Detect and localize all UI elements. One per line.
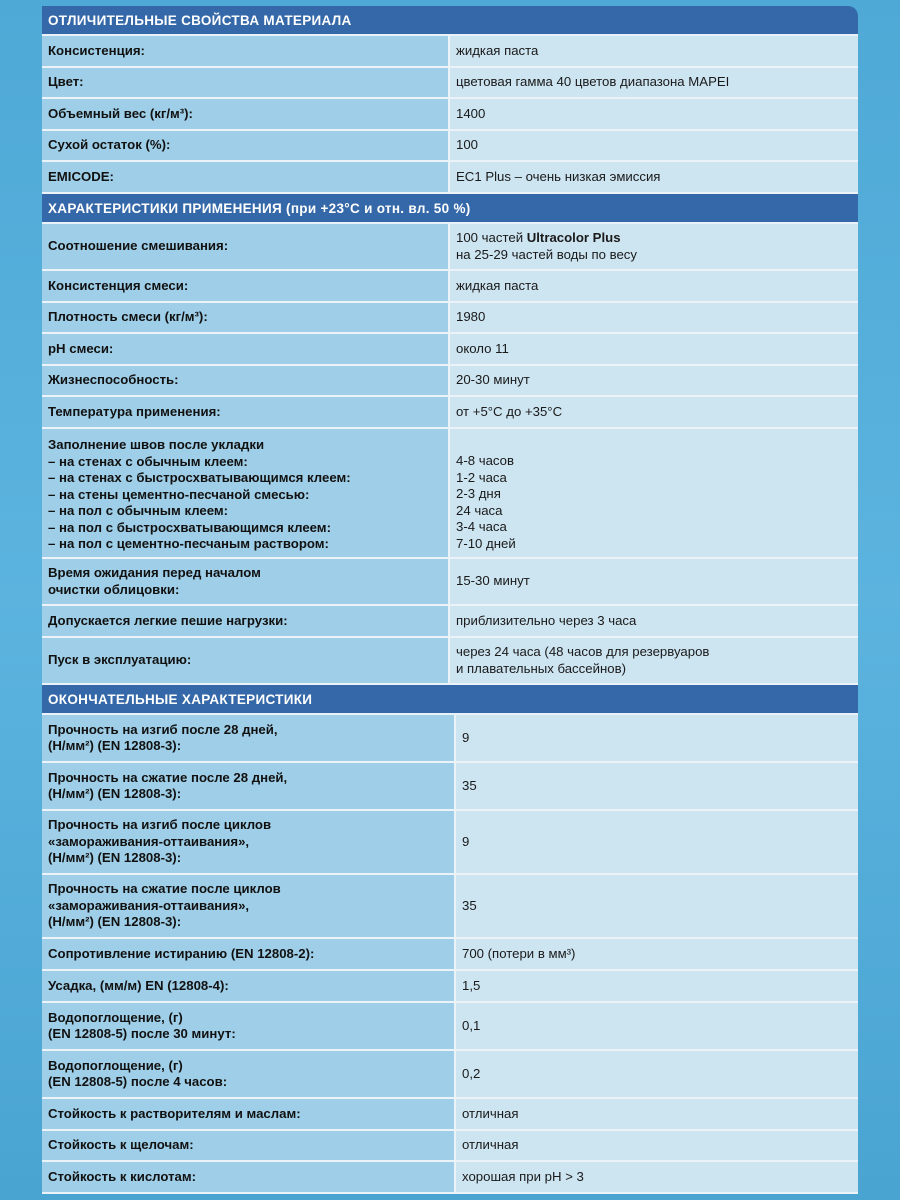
row-label: Плотность смеси (кг/м³): xyxy=(42,303,450,332)
row-label: Прочность на сжатие после циклов «замораживания-оттаивания», (Н/мм²) (EN 12808-3): xyxy=(42,875,456,937)
table-row xyxy=(42,334,858,366)
row-label: Водопоглощение, (г) (EN 12808-5) после 4 часов: xyxy=(42,1051,456,1097)
table-row xyxy=(42,224,858,271)
section-header-material-properties: ОТЛИЧИТЕЛЬНЫЕ СВОЙСТВА МАТЕРИАЛА xyxy=(42,6,858,36)
row-label: Заполнение швов после укладки – на стенах с обычным клеем: – на стенах с быстросхватывающимся клеем: – на стены цементно-песчаной смесью: – на пол с обычным клеем: – на пол с быстросхватывающимся клеем: – на пол с цементно-песчаным раствором: xyxy=(42,429,450,557)
row-label: pH смеси: xyxy=(42,334,450,364)
table-row xyxy=(42,1051,858,1099)
table-row xyxy=(42,303,858,334)
row-label: Объемный вес (кг/м³): xyxy=(42,99,450,129)
table-row xyxy=(42,1162,858,1194)
row-value xyxy=(450,224,858,269)
table-row xyxy=(42,875,858,939)
row-label: Допускается легкие пешие нагрузки: xyxy=(42,606,450,636)
row-value: 15-30 минут xyxy=(450,559,858,604)
row-value: жидкая паста xyxy=(450,271,858,301)
row-value: 1980 xyxy=(450,303,858,332)
table-row xyxy=(42,971,858,1003)
row-value: 100 xyxy=(450,131,858,160)
row-label: Пуск в эксплуатацию: xyxy=(42,638,450,683)
row-value: через 24 часа (48 часов для резервуаров и плавательных бассейнов) xyxy=(450,638,858,683)
row-value: отличная xyxy=(456,1131,858,1160)
table-row xyxy=(42,811,858,875)
table-row xyxy=(42,638,858,685)
row-label: Прочность на изгиб после 28 дней, (Н/мм²) (EN 12808-3): xyxy=(42,715,456,761)
row-label: Прочность на изгиб после циклов «замораживания-оттаивания», (Н/мм²) (EN 12808-3): xyxy=(42,811,456,873)
row-value: хорошая при pH > 3 xyxy=(456,1162,858,1192)
row-label: Усадка, (мм/м) EN (12808-4): xyxy=(42,971,456,1001)
row-value: 4-8 часов 1-2 часа 2-3 дня 24 часа 3-4 часа 7-10 дней xyxy=(450,429,858,557)
row-value: EC1 Plus – очень низкая эмиссия xyxy=(450,162,858,192)
row-label: Стойкость к растворителям и маслам: xyxy=(42,1099,456,1129)
row-label: Цвет: xyxy=(42,68,450,97)
value-prefix: 100 частей xyxy=(456,230,527,245)
table-row xyxy=(42,429,858,559)
table-row xyxy=(42,271,858,303)
row-value: от +5°C до +35°C xyxy=(450,397,858,427)
table-row xyxy=(42,763,858,811)
row-value: 1400 xyxy=(450,99,858,129)
table-row xyxy=(42,715,858,763)
row-label: Стойкость к щелочам: xyxy=(42,1131,456,1160)
row-value: цветовая гамма 40 цветов диапазона MAPEI xyxy=(450,68,858,97)
row-value: около 11 xyxy=(450,334,858,364)
row-value: 1,5 xyxy=(456,971,858,1001)
section-header-final-characteristics: ОКОНЧАТЕЛЬНЫЕ ХАРАКТЕРИСТИКИ xyxy=(42,685,858,715)
table-row xyxy=(42,397,858,429)
value-line2: на 25-29 частей воды по весу xyxy=(456,246,637,262)
row-label: Температура применения: xyxy=(42,397,450,427)
row-label: Прочность на сжатие после 28 дней, (Н/мм²) (EN 12808-3): xyxy=(42,763,456,809)
row-value: 35 xyxy=(456,875,858,937)
row-label: Водопоглощение, (г) (EN 12808-5) после 30 минут: xyxy=(42,1003,456,1049)
row-value: приблизительно через 3 часа xyxy=(450,606,858,636)
row-label: Консистенция: xyxy=(42,36,450,66)
table-row xyxy=(42,1099,858,1131)
row-label: EMICODE: xyxy=(42,162,450,192)
table-row xyxy=(42,606,858,638)
table-row xyxy=(42,68,858,99)
table-row xyxy=(42,559,858,606)
row-label: Время ожидания перед началом очистки облицовки: xyxy=(42,559,450,604)
row-value: отличная xyxy=(456,1099,858,1129)
row-label: Жизнеспособность: xyxy=(42,366,450,395)
table-row xyxy=(42,99,858,131)
row-value: жидкая паста xyxy=(450,36,858,66)
row-label: Консистенция смеси: xyxy=(42,271,450,301)
row-label: Стойкость к кислотам: xyxy=(42,1162,456,1192)
table-row xyxy=(42,36,858,68)
row-value: 700 (потери в мм³) xyxy=(456,939,858,969)
row-value: 35 xyxy=(456,763,858,809)
table-row xyxy=(42,366,858,397)
table-row xyxy=(42,162,858,194)
row-value: 0,1 xyxy=(456,1003,858,1049)
section-header-application-characteristics: ХАРАКТЕРИСТИКИ ПРИМЕНЕНИЯ (при +23°C и отн. вл. 50 %) xyxy=(42,194,858,224)
row-value: 9 xyxy=(456,811,858,873)
table-row xyxy=(42,1131,858,1162)
table-row xyxy=(42,1003,858,1051)
row-value: 9 xyxy=(456,715,858,761)
table-row xyxy=(42,939,858,971)
product-name: Ultracolor Plus xyxy=(526,230,621,245)
row-label: Соотношение смешивания: xyxy=(42,224,450,269)
spec-table xyxy=(42,6,858,1194)
row-label: Сухой остаток (%): xyxy=(42,131,450,160)
row-label: Сопротивление истиранию (EN 12808-2): xyxy=(42,939,456,969)
table-row xyxy=(42,131,858,162)
row-value: 0,2 xyxy=(456,1051,858,1097)
row-value: 20-30 минут xyxy=(450,366,858,395)
